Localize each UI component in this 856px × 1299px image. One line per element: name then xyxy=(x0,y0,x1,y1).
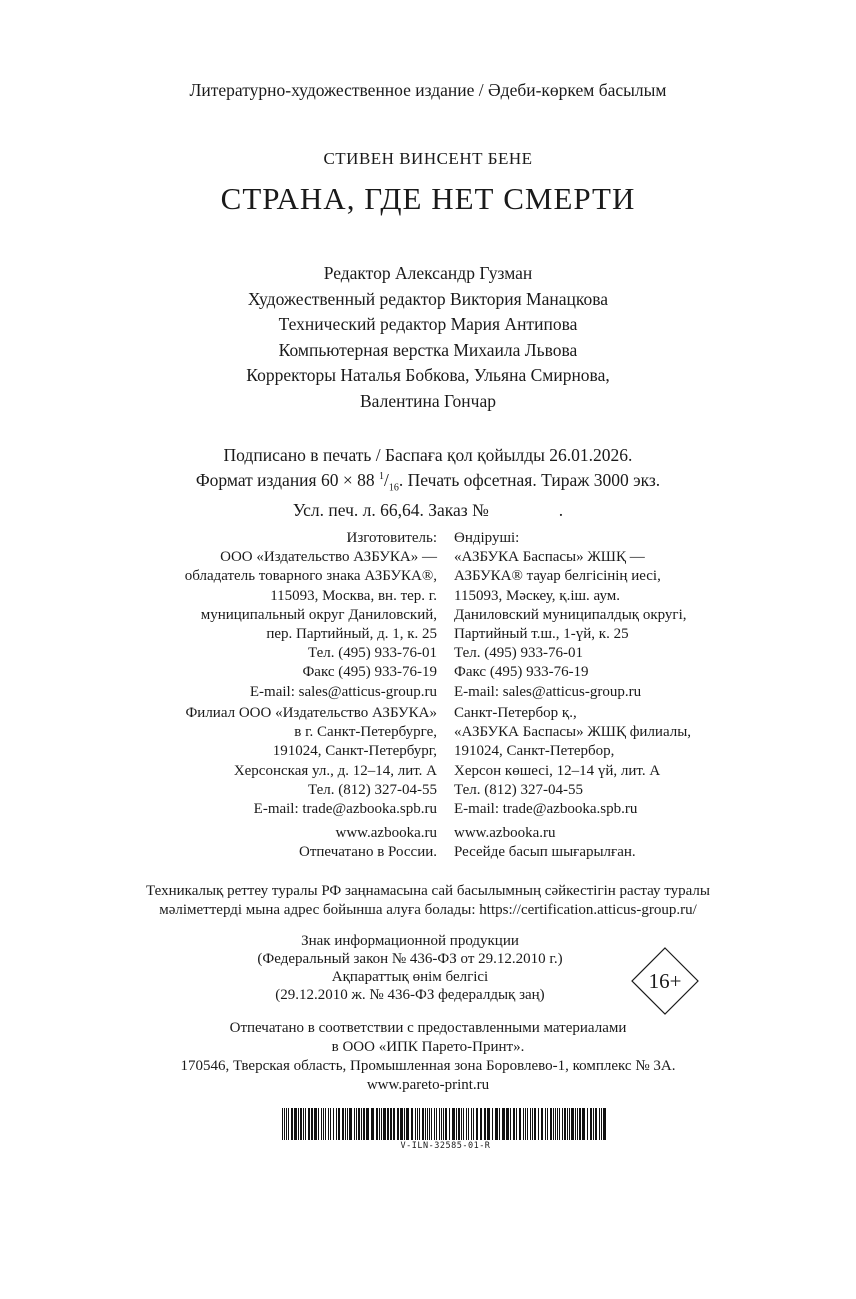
branch-ru xyxy=(185,704,437,819)
barcode-bar xyxy=(466,1108,467,1140)
mf-kz-line: 115093, Мәскеу, қ.іш. аум. xyxy=(454,587,620,604)
barcode-bar xyxy=(356,1108,357,1140)
barcode-bar xyxy=(349,1108,352,1140)
publisher-columns xyxy=(0,529,856,864)
barcode-bar xyxy=(434,1108,435,1140)
barcode-bar xyxy=(532,1108,533,1140)
barcode-bar xyxy=(338,1108,340,1140)
credit-line: Компьютерная верстка Михаила Львова xyxy=(278,339,578,360)
br-ru-line: Херсонская ул., д. 12–14, лит. А xyxy=(233,762,437,779)
printer-line: 170546, Тверская область, Промышленная зона Боровлево-1, комплекс № 3А. xyxy=(180,1058,676,1074)
barcode-bar xyxy=(300,1108,302,1140)
certification-note xyxy=(0,882,856,919)
br-kz-line: 191024, Санкт-Петербор, xyxy=(454,743,615,760)
barcode xyxy=(282,1108,609,1140)
book-title: СТРАНА, ГДЕ НЕТ СМЕРТИ xyxy=(220,181,636,216)
barcode-bar xyxy=(519,1108,521,1140)
barcode-bar xyxy=(593,1108,594,1140)
barcode-bar xyxy=(468,1108,469,1140)
barcode-bar xyxy=(538,1108,539,1140)
mf-ru-line: Изготовитель: xyxy=(346,530,437,546)
web-kz xyxy=(454,824,636,862)
barcode-bar xyxy=(527,1108,528,1140)
barcode-bar xyxy=(422,1108,424,1140)
barcode-bar xyxy=(441,1108,442,1140)
barcode-bar xyxy=(495,1108,498,1140)
barcode-bar xyxy=(473,1108,474,1140)
mf-kz-line: Тел. (495) 933-76-01 xyxy=(454,645,583,662)
barcode-bar xyxy=(575,1108,576,1140)
barcode-bar xyxy=(601,1108,602,1140)
barcode-bar xyxy=(603,1108,606,1140)
barcode-bar xyxy=(510,1108,511,1140)
barcode-bar xyxy=(492,1108,493,1140)
barcode-bar xyxy=(282,1108,283,1140)
barcode-bar xyxy=(417,1108,418,1140)
barcode-bar xyxy=(577,1108,578,1140)
format-line xyxy=(0,466,856,499)
barcode-bar xyxy=(587,1108,588,1140)
info-sign-line: Ақпараттық өнім белгісі xyxy=(331,969,489,985)
printer-info xyxy=(0,1019,856,1095)
barcode-bar xyxy=(461,1108,462,1140)
barcode-bar xyxy=(381,1108,382,1140)
manufacturer-kz xyxy=(454,529,687,702)
manufacturer-ru xyxy=(185,529,437,702)
barcode-bar xyxy=(390,1108,392,1140)
barcode-bar xyxy=(541,1108,543,1140)
barcode-bar xyxy=(311,1108,313,1140)
barcode-bar xyxy=(379,1108,380,1140)
format-den: 16 xyxy=(388,482,399,494)
edition-type: Литературно-художественное издание / Әдеби-көркем басылым xyxy=(189,80,667,100)
mf-kz-line: Даниловский муниципалдық округі, xyxy=(454,606,687,623)
barcode-bar xyxy=(303,1108,304,1140)
barcode-bar xyxy=(439,1108,440,1140)
barcode-bar xyxy=(318,1108,319,1140)
barcode-bar xyxy=(387,1108,389,1140)
br-ru-line: Филиал ООО «Издательство АЗБУКА» xyxy=(185,705,437,721)
format-num: 1 xyxy=(378,471,384,482)
barcode-bar xyxy=(288,1108,289,1140)
barcode-bar xyxy=(534,1108,536,1140)
barcode-bar xyxy=(393,1108,395,1140)
credits-block xyxy=(0,261,856,414)
mf-kz-line: Өндіруші: xyxy=(454,530,520,546)
signed-date: Подписано в печать / Баспаға қол қойылды 26.01.2026. xyxy=(223,445,633,465)
barcode-bar xyxy=(298,1108,299,1140)
info-sign-line: Знак информационной продукции xyxy=(301,933,519,949)
barcode-bar xyxy=(525,1108,526,1140)
br-kz-line: Санкт-Петербор қ., xyxy=(454,705,577,721)
barcode-code: V-ILN-32585-01-R xyxy=(400,1141,491,1151)
barcode-bar xyxy=(406,1108,409,1140)
web-block xyxy=(0,824,856,864)
branch-kz xyxy=(454,704,691,819)
barcode-bar xyxy=(553,1108,554,1140)
barcode-bar xyxy=(415,1108,416,1140)
barcode-bar xyxy=(383,1108,386,1140)
barcode-bar xyxy=(445,1108,447,1140)
format-suffix: . Печать офсетная. Тираж 3000 экз. xyxy=(398,469,661,490)
barcode-bar xyxy=(371,1108,374,1140)
printer-url: www.pareto-print.ru xyxy=(366,1077,490,1093)
br-kz-line: «АЗБУКА Баспасы» ЖШҚ филиалы, xyxy=(454,724,692,741)
mf-ru-line: ООО «Издательство АЗБУКА» — xyxy=(220,549,437,566)
barcode-bar xyxy=(323,1108,324,1140)
br-ru-line: Тел. (812) 327-04-55 xyxy=(308,781,437,798)
barcode-bar xyxy=(333,1108,334,1140)
barcode-bar xyxy=(547,1108,548,1140)
format-prefix: Формат издания 60 × 88 xyxy=(195,469,379,490)
barcode-bar xyxy=(545,1108,546,1140)
barcode-bar xyxy=(354,1108,355,1140)
barcode-bar xyxy=(286,1108,287,1140)
br-kz-line: E-mail: trade@azbooka.spb.ru xyxy=(454,801,638,818)
barcode-bar xyxy=(427,1108,428,1140)
format-slash: / xyxy=(383,469,389,490)
credit-line: Редактор Александр Гузман xyxy=(323,263,533,283)
barcode-bar xyxy=(590,1108,592,1140)
mf-ru-line: обладатель товарного знака АЗБУКА®, xyxy=(184,568,437,585)
mf-ru-line: пер. Партийный, д. 1, к. 25 xyxy=(266,626,437,643)
certification-line: Техникалық реттеу туралы РФ заңнамасына сай басылымның сәйкестігін растау туралы xyxy=(146,883,710,899)
barcode-bar xyxy=(582,1108,585,1140)
barcode-bar xyxy=(559,1108,560,1140)
barcode-bar xyxy=(363,1108,365,1140)
barcode-bar xyxy=(571,1108,574,1140)
barcode-bar xyxy=(305,1108,306,1140)
barcode-bar xyxy=(431,1108,432,1140)
barcode-bar xyxy=(314,1108,317,1140)
barcode-bar xyxy=(557,1108,558,1140)
barcode-bar xyxy=(595,1108,597,1140)
barcode-bar xyxy=(325,1108,326,1140)
barcode-bar xyxy=(411,1108,413,1140)
printed-in-russia-kz: Ресейде басып шығарылған. xyxy=(454,844,636,861)
mf-kz-line: Факс (495) 933-76-19 xyxy=(454,664,589,681)
mf-kz-line: E-mail: sales@atticus-group.ru xyxy=(454,683,642,700)
barcode-bar xyxy=(484,1108,486,1140)
barcode-bar xyxy=(480,1108,482,1140)
barcode-bar xyxy=(429,1108,430,1140)
mf-kz-line: АЗБУКА® тауар белгісінің иесі, xyxy=(454,568,661,585)
barcode-bar xyxy=(330,1108,331,1140)
barcode-bar xyxy=(513,1108,515,1140)
barcode-bar xyxy=(397,1108,399,1140)
mf-ru-line: 115093, Москва, вн. тер. г. xyxy=(270,587,437,604)
barcode-bar xyxy=(562,1108,563,1140)
barcode-bar xyxy=(366,1108,369,1140)
mf-ru-line: Тел. (495) 933-76-01 xyxy=(308,645,437,662)
web-kz-url: www.azbooka.ru xyxy=(454,825,556,841)
barcode-bar xyxy=(476,1108,478,1140)
barcode-bar xyxy=(463,1108,464,1140)
barcode-bar xyxy=(400,1108,403,1140)
credit-line: Технический редактор Мария Антипова xyxy=(278,314,578,334)
web-ru-url: www.azbooka.ru xyxy=(335,825,437,841)
mf-kz-line: Партийный т.ш., 1-үй, к. 25 xyxy=(454,626,629,643)
book-author: СТИВЕН ВИНСЕНТ БЕНЕ xyxy=(323,149,533,168)
barcode-bar xyxy=(291,1108,293,1140)
barcode-bar xyxy=(404,1108,405,1140)
barcode-bar xyxy=(550,1108,552,1140)
barcode-bar xyxy=(436,1108,437,1140)
barcode-bar xyxy=(328,1108,329,1140)
barcode-bar xyxy=(569,1108,570,1140)
barcode-bar xyxy=(284,1108,285,1140)
credit-line: Корректоры Наталья Бобкова, Ульяна Смирнова, xyxy=(246,365,610,385)
br-kz-line: Херсон көшесі, 12–14 үй, лит. А xyxy=(454,762,661,779)
barcode-bar xyxy=(567,1108,568,1140)
barcode-bar xyxy=(579,1108,581,1140)
barcode-bar xyxy=(530,1108,531,1140)
barcode-bar xyxy=(376,1108,378,1140)
barcode-bar xyxy=(358,1108,360,1140)
barcode-bar xyxy=(458,1108,460,1140)
barcode-bar xyxy=(419,1108,420,1140)
barcode-bar xyxy=(471,1108,472,1140)
barcode-bar xyxy=(321,1108,322,1140)
sheets-order: Усл. печ. л. 66,64. Заказ № . xyxy=(292,500,564,521)
branch-block xyxy=(0,704,856,824)
info-product-sign xyxy=(170,932,650,1004)
printed-in-russia: Отпечатано в России. xyxy=(299,844,437,861)
barcode-bar xyxy=(487,1108,490,1140)
barcode-bar xyxy=(294,1108,297,1140)
barcode-bar xyxy=(361,1108,362,1140)
info-sign-line: (29.12.2010 ж. № 436-ФЗ федералдық заң) xyxy=(275,987,545,1003)
age-rating-text: 16+ xyxy=(648,969,682,993)
certification-line: мәліметтерді мына адрес бойынша алуға болады: https://certification.atticus-group.ru/ xyxy=(159,901,697,918)
barcode-bar xyxy=(347,1108,348,1140)
barcode-bar xyxy=(425,1108,426,1140)
barcode-bar xyxy=(564,1108,566,1140)
barcode-bar xyxy=(555,1108,556,1140)
mf-kz-line: «АЗБУКА Баспасы» ЖШҚ — xyxy=(454,549,645,566)
br-kz-line: Тел. (812) 327-04-55 xyxy=(454,781,583,798)
br-ru-line: 191024, Санкт-Петербург, xyxy=(272,743,437,760)
br-ru-line: в г. Санкт-Петербурге, xyxy=(294,724,437,741)
barcode-bar xyxy=(308,1108,310,1140)
info-sign-line: (Федеральный закон № 436-ФЗ от 29.12.2010 г.) xyxy=(257,951,563,967)
barcode-bar xyxy=(456,1108,457,1140)
barcode-bar xyxy=(599,1108,600,1140)
credit-line: Художественный редактор Виктория Манацкова xyxy=(247,288,609,309)
br-ru-line: E-mail: trade@azbooka.spb.ru xyxy=(253,801,437,818)
barcode-bar xyxy=(516,1108,517,1140)
barcode-bar xyxy=(452,1108,455,1140)
barcode-bar xyxy=(342,1108,344,1140)
manufacturer-block xyxy=(0,529,856,704)
barcode-bar xyxy=(499,1108,500,1140)
age-rating-badge xyxy=(631,947,699,1015)
barcode-bar xyxy=(506,1108,509,1140)
mf-ru-line: Факс (495) 933-76-19 xyxy=(302,664,437,681)
printer-line: Отпечатано в соответствии с предоставленными материалами xyxy=(229,1020,627,1036)
barcode-bar xyxy=(336,1108,337,1140)
mf-ru-line: муниципальный округ Даниловский, xyxy=(200,606,437,623)
barcode-bar xyxy=(449,1108,450,1140)
print-info xyxy=(0,444,856,521)
barcode-bar xyxy=(502,1108,505,1140)
barcode-bar xyxy=(345,1108,346,1140)
barcode-bar xyxy=(523,1108,524,1140)
barcode-bar xyxy=(443,1108,444,1140)
web-ru xyxy=(299,824,437,862)
credit-line: Валентина Гончар xyxy=(360,390,496,411)
printer-line: в ООО «ИПК Парето-Принт». xyxy=(331,1039,525,1055)
mf-ru-line: E-mail: sales@atticus-group.ru xyxy=(249,683,437,700)
